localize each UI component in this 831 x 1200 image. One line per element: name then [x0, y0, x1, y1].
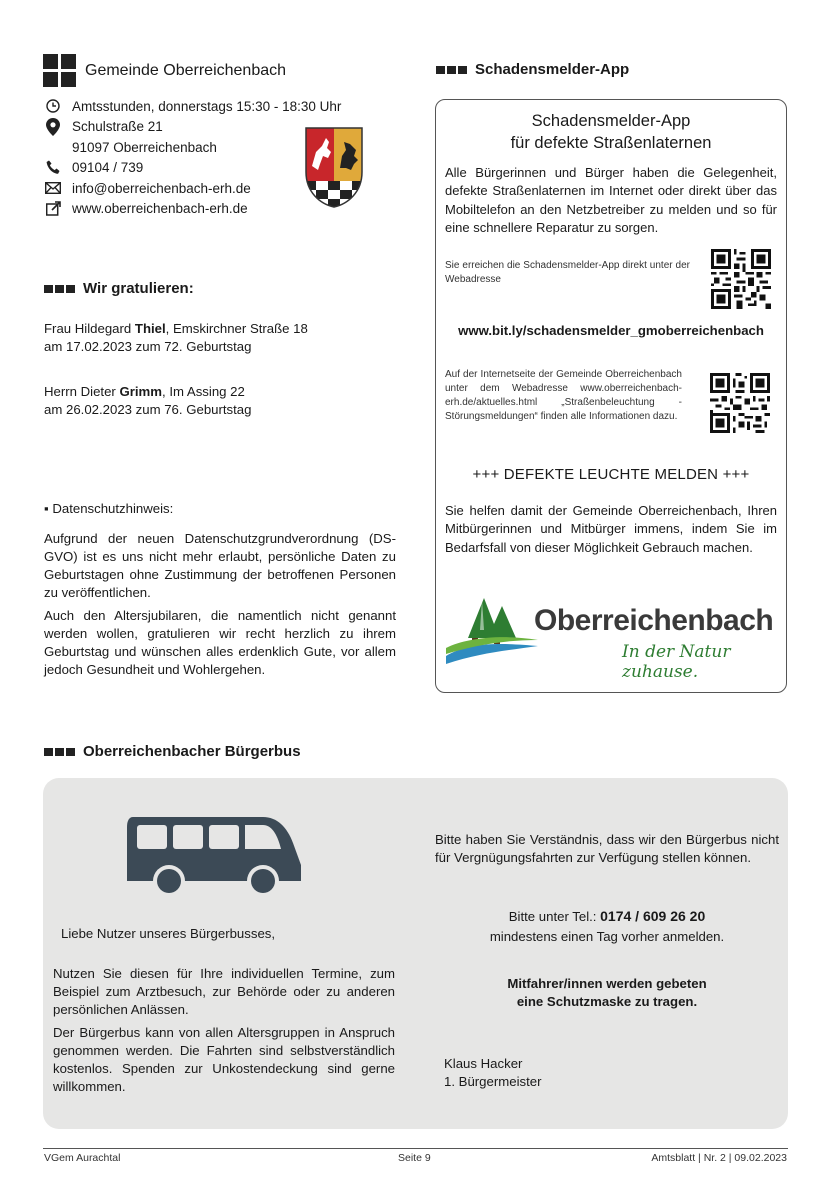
section-marker-icon — [436, 66, 467, 74]
city: 91097 Oberreichenbach — [72, 139, 217, 155]
street: Schulstraße 21 — [72, 119, 163, 135]
buergerbus-panel — [43, 778, 788, 1129]
section-marker-icon — [44, 748, 75, 756]
clock-icon — [44, 97, 62, 115]
app-title-2: für defekte Straßenlaternen — [510, 134, 712, 152]
datenschutz-heading: ▪ Datenschutzhinweis: — [44, 501, 174, 516]
app-info-box — [435, 99, 787, 693]
bus-para2: Der Bürgerbus kann von allen Altersgruppen in Anspruch genommen werden. Die Fahrten sind selbstverständlich kostenlos. Spenden zur Unkostendeckung sind gerne willkommen. — [53, 1025, 395, 1094]
footer-page-number: Seite 9 — [398, 1152, 431, 1164]
brand-name: Oberreichenbach — [534, 604, 774, 637]
footer-divider — [43, 1148, 788, 1149]
footer-left: VGem Aurachtal — [44, 1152, 121, 1164]
gemeinde-title: Gemeinde Oberreichenbach — [85, 62, 287, 79]
birthday-entry-2: Herrn Dieter Grimm, Im Assing 22 am 26.02.2023 zum 76. Geburtstag — [44, 384, 252, 417]
external-link-icon — [44, 200, 62, 218]
qr-code-icon[interactable] — [710, 373, 770, 438]
coat-of-arms-icon — [304, 126, 364, 213]
app-title-1: Schadensmelder-App — [531, 112, 691, 130]
mail-icon — [44, 179, 62, 197]
bus-right-para: Bitte haben Sie Verständnis, dass wir den Bürgerbus nicht für Vergnügungsfahrten zur Verfügung stellen können. — [435, 832, 779, 865]
phone: 09104 / 739 — [72, 160, 144, 176]
bus-phone[interactable]: 0174 / 609 26 20 — [600, 908, 706, 924]
footer-right: Amtsblatt | Nr. 2 | 09.02.2023 — [651, 1152, 787, 1164]
birthday-entry-1: Frau Hildegard Thiel, Emskirchner Straße 18 am 17.02.2023 zum 72. Geburtstag — [44, 321, 308, 354]
gemeinde-logo-icon — [43, 54, 77, 88]
web-link[interactable]: www.oberreichenbach-erh.de — [72, 201, 248, 217]
phone-icon — [44, 159, 62, 177]
alert-banner: +++ DEFEKTE LEUCHTE MELDEN +++ — [472, 466, 750, 483]
app-outro: Sie helfen damit der Gemeinde Oberreichenbach, Ihren Mitbürgerinnen und Mitbürger immens, indem Sie im Bedarfsfall von dieser Möglichkeit Gebrauch machen. — [445, 503, 777, 555]
bus-para1: Nutzen Sie diesen für Ihre individuellen Termine, zum Beispiel zum Arztbesuch, zur Behörde oder zu anderen persönlichen Anlässen. — [53, 966, 395, 1017]
bus-icon — [123, 813, 305, 900]
section-marker-icon — [44, 285, 75, 293]
qr2-text: Auf der Internetseite der Gemeinde Oberreichenbach unter dem Webadresse www.oberreichenbach-erh.de/aktuelles.html „Straßenbeleuchtung - Störungsmeldungen“ finden alle Informationen dazu. — [445, 369, 682, 422]
brand-slogan: In der Natur zuhause. — [622, 642, 731, 682]
bus-greeting: Liebe Nutzer unseres Bürgerbusses, — [61, 926, 276, 941]
qr-code-icon[interactable] — [711, 249, 771, 314]
trees-logo-icon — [442, 590, 542, 670]
email-link[interactable]: info@oberreichenbach-erh.de — [72, 180, 251, 196]
bus-phone-block: Bitte unter Tel.: 0174 / 609 26 20 mindestens einen Tag vorher anmelden. — [489, 908, 725, 944]
gratulation-heading: Wir gratulieren: — [44, 280, 194, 297]
oberreichenbach-brand-logo — [442, 590, 782, 682]
office-hours: Amtsstunden, donnerstags 15:30 - 18:30 Uhr — [72, 98, 342, 114]
datenschutz-para2: Auch den Altersjubilaren, die namentlich nicht genannt werden wollen, gratulieren wir recht herzlich zu ihrem Geburtstag und wünschen alles erdenklich Gute, vor allem jedoch Gesundheit und Wohlergehen. — [44, 608, 396, 677]
signature: Klaus Hacker 1. Bürgermeister — [444, 1056, 542, 1089]
qr1-text: Sie erreichen die Schadensmelder-App direkt unter der Webadresse — [445, 260, 690, 285]
app-section-heading: Schadensmelder-App — [436, 61, 629, 78]
location-pin-icon — [44, 118, 62, 136]
app-intro: Alle Bürgerinnen und Bürger haben die Gelegenheit, defekte Straßenlaternen im Internet oder direkt über das Mobiltelefon an den Netzbetreiber zu melden und so für eine schnellere Reparatur zu sorgen. — [445, 165, 777, 236]
app-link[interactable]: www.bit.ly/schadensmelder_gmoberreichenbach — [458, 323, 764, 338]
buergerbus-heading: Oberreichenbacher Bürgerbus — [44, 743, 301, 760]
mask-notice: Mitfahrer/innen werden gebeten eine Schutzmaske zu tragen. — [507, 976, 707, 1009]
datenschutz-para1: Aufgrund der neuen Datenschutzgrundverordnung (DS-GVO) ist es uns nicht mehr erlaubt, persönliche Daten zu Geburtstagen ohne Zustimmung der betroffenen Personen zu veröffentlichen. — [44, 531, 396, 600]
